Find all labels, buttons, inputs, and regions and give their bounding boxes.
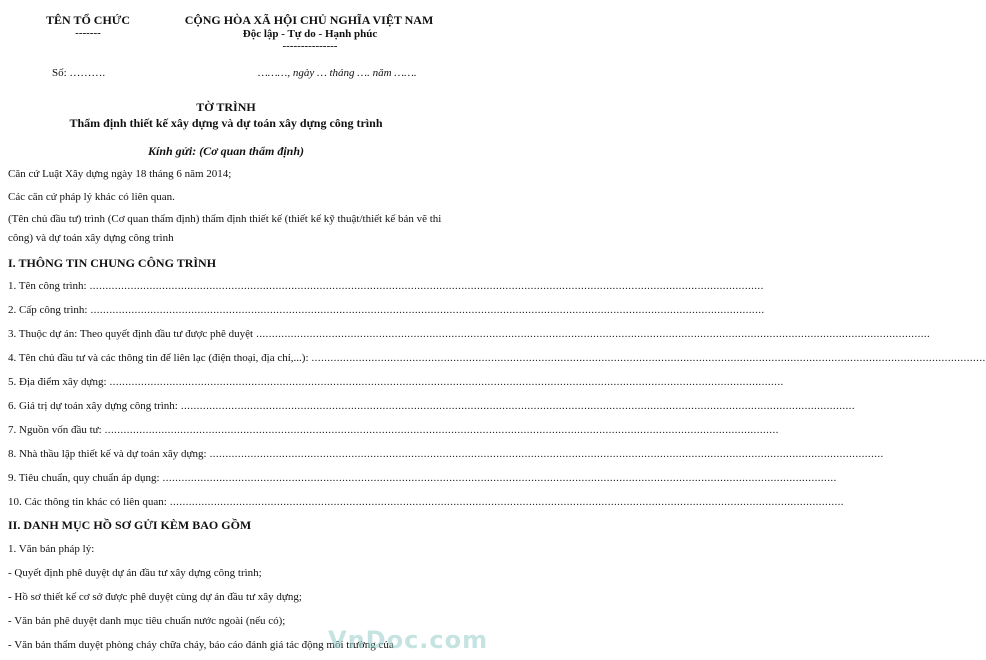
national-motto: Độc lập - Tự do - Hạnh phúc <box>242 28 378 40</box>
legal-basis-other: Các căn cứ pháp lý khác có liên quan. <box>8 191 175 203</box>
document-number: Số: ………. <box>52 67 106 79</box>
organization-name: TÊN TỔ CHỨC <box>45 13 130 27</box>
form-line <box>8 328 931 345</box>
fill-in-dots: ...................................................................................................................................................................................................................... <box>209 448 884 460</box>
form-line-label: 9. Tiêu chuẩn, quy chuẩn áp dụng: <box>8 472 160 484</box>
document-title: TỜ TRÌNH <box>196 100 256 114</box>
form-line <box>8 304 765 321</box>
organization-rule: ------- <box>75 27 101 39</box>
fill-in-dots: ...................................................................................................................................................................................................................... <box>90 304 765 316</box>
fill-in-dots: ...................................................................................................................................................................................................................... <box>162 472 837 484</box>
nation-name: CỘNG HÒA XÃ HỘI CHỦ NGHĨA VIỆT NAM <box>184 13 434 27</box>
attachment-item: - Văn bản phê duyệt danh mục tiêu chuẩn nước ngoài (nếu có); <box>8 615 286 627</box>
document-date: ………, ngày … tháng …. năm ……. <box>258 67 417 79</box>
document-subtitle: Thẩm định thiết kế xây dựng và dự toán xây dựng công trình <box>69 116 383 130</box>
section-2-heading: II. DANH MỤC HỒ SƠ GỬI KÈM BAO GỒM <box>8 518 252 532</box>
form-line-label: 7. Nguồn vốn đầu tư: <box>8 424 102 436</box>
submission-statement: (Tên chủ đầu tư) trình (Cơ quan thẩm định) thẩm định thiết kế (thiết kế kỹ thuật/thiết kế bản vẽ thi công) và dự toán xây dựng công trình <box>8 213 442 244</box>
form-line-label: 6. Giá trị dự toán xây dựng công trình: <box>8 400 178 412</box>
form-line <box>8 280 764 297</box>
form-line-label: 1. Tên công trình: <box>8 280 87 292</box>
form-line <box>8 496 844 513</box>
attachment-item: - Quyết định phê duyệt dự án đầu tư xây dựng công trình; <box>8 567 262 579</box>
fill-in-dots: ...................................................................................................................................................................................................................... <box>180 400 855 412</box>
form-line-label: 2. Cấp công trình: <box>8 304 88 316</box>
attachment-item: - Hồ sơ thiết kế cơ sở được phê duyệt cùng dự án đầu tư xây dựng; <box>8 591 302 603</box>
motto-rule: --------------- <box>282 40 338 52</box>
form-line <box>8 376 784 393</box>
section-1-heading: I. THÔNG TIN CHUNG CÔNG TRÌNH <box>8 256 217 270</box>
form-line-label: 4. Tên chủ đầu tư và các thông tin để liên lạc (điện thoại, địa chỉ,...): <box>8 352 309 364</box>
form-line-label: 3. Thuộc dự án: Theo quyết định đầu tư được phê duyệt <box>8 328 254 340</box>
fill-in-dots: ...................................................................................................................................................................................................................... <box>311 352 986 364</box>
form-line-label: 10. Các thông tin khác có liên quan: <box>8 496 167 508</box>
form-line-label: 5. Địa điểm xây dựng: <box>8 376 107 388</box>
recipient-line: Kính gửi: (Cơ quan thẩm định) <box>147 144 304 158</box>
attachment-item: - Văn bản thẩm duyệt phòng cháy chữa cháy, báo cáo đánh giá tác động môi trường của <box>8 639 394 651</box>
legal-basis-law: Căn cứ Luật Xây dựng ngày 18 tháng 6 năm 2014; <box>8 168 232 180</box>
form-line <box>8 472 837 489</box>
form-line <box>8 352 986 369</box>
fill-in-dots: ...................................................................................................................................................................................................................... <box>256 328 931 340</box>
attachment-item: 1. Văn bản pháp lý: <box>8 543 95 555</box>
fill-in-dots: ...................................................................................................................................................................................................................... <box>104 424 779 436</box>
vndoc-watermark: VnDoc.com <box>328 626 489 654</box>
form-line-label: 8. Nhà thầu lập thiết kế và dự toán xây dựng: <box>8 448 207 460</box>
fill-in-dots: ...................................................................................................................................................................................................................... <box>89 280 764 292</box>
form-line <box>8 448 884 465</box>
form-line <box>8 424 779 441</box>
form-line <box>8 400 855 417</box>
fill-in-dots: ...................................................................................................................................................................................................................... <box>109 376 784 388</box>
fill-in-dots: ...................................................................................................................................................................................................................... <box>169 496 844 508</box>
